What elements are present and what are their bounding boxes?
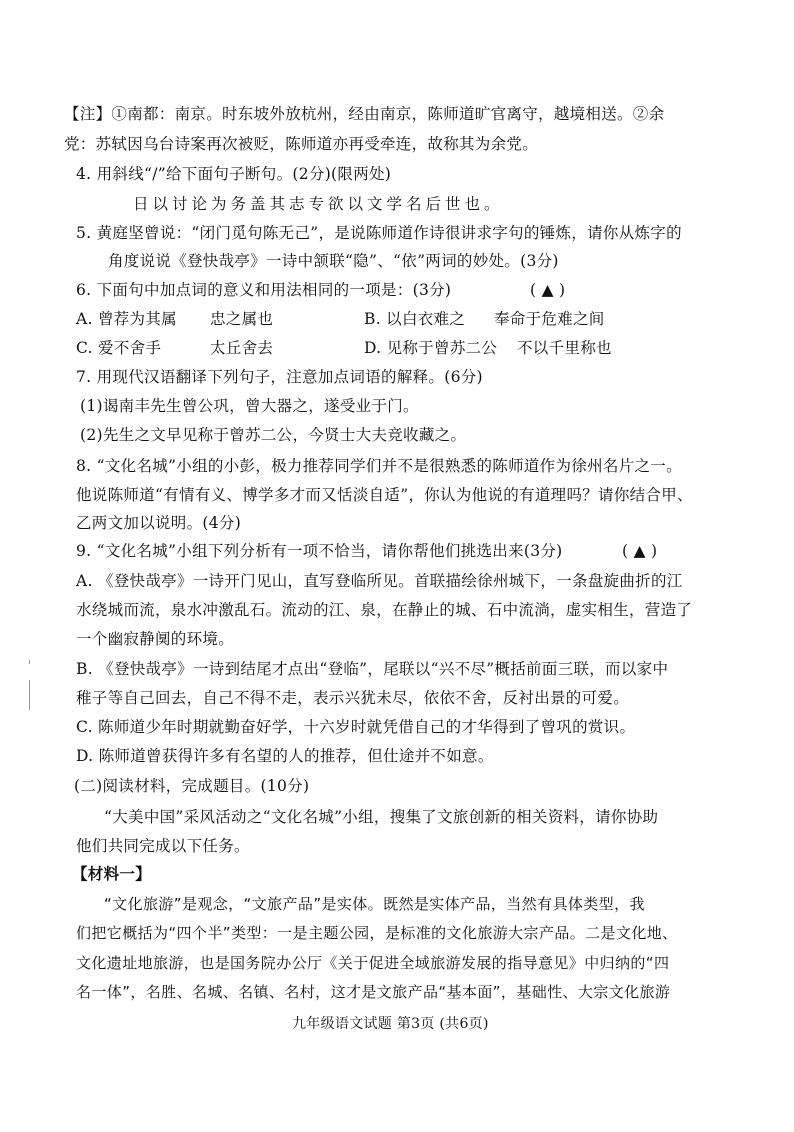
q4-stem: 4. 用斜线“/”给下面句子断句。(2分)(限两处) xyxy=(76,165,392,183)
material-1-line-3: 文化遗址地旅游，也是国务院办公厅《关于促进全域旅游发展的指导意见》中归纳的“四 xyxy=(76,954,670,972)
q6-option-a-pair: 忠之属也 xyxy=(210,310,274,328)
q7-sentence-2: (2)先生之文早见称于曾苏二公，今贤士大夫竞收藏之。 xyxy=(80,426,467,444)
material-1-line-4: 名一体”，名胜、名城、名镇、名村，这才是文旅产品“基本面”，基础性、大宗文化旅游 xyxy=(76,983,671,1001)
page-footer: 九年级语文试题 第3页 (共6页) xyxy=(292,1016,489,1032)
q9-answer-box: ( ▲ ) xyxy=(622,542,658,560)
scan-mark xyxy=(29,660,30,664)
q9-option-a-line-1: A. 《登快哉亭》一诗开门见山，直写登临所见。首联描绘徐州城下，一条盘旋曲折的江 xyxy=(76,572,683,590)
material-1-line-1: “文化旅游”是观念，“文旅产品”是实体。既然是实体产品，当然有具体类型，我 xyxy=(104,895,645,913)
section-2-intro-line-1: “大美中国”采风活动之“文化名城”小组，搜集了文旅创新的相关资料，请你协助 xyxy=(104,808,659,826)
q6-answer-box: ( ▲ ) xyxy=(530,281,566,299)
q6-option-b: B. 以白衣难之 xyxy=(364,310,466,328)
q8-line-3: 乙两文加以说明。(4分) xyxy=(76,514,242,532)
q9-option-a-line-3: 一个幽寂静阒的环境。 xyxy=(76,630,235,648)
q9-option-b-line-1: B. 《登快哉亭》一诗到结尾才点出“登临”，尾联以“兴不尽”概括前面三联，而以家中 xyxy=(76,660,669,678)
scan-mark xyxy=(29,680,30,710)
q9-option-c: C. 陈师道少年时期就勤奋好学，十六岁时就凭借自己的才华得到了曾巩的赏识。 xyxy=(76,718,636,736)
q9-option-a-line-2: 水绕城而流，泉水冲激乱石。流动的江、泉，在静止的城、石中流淌，虚实相生，营造了 xyxy=(76,601,693,619)
q9-option-b-line-2: 稚子等自己回去，自己不得不走，表示兴犹未尽，依依不舍，反衬出景的可爱。 xyxy=(76,689,630,707)
q6-stem: 6. 下面句中加点词的意义和用法相同的一项是：(3分) xyxy=(76,281,452,299)
q7-stem: 7. 用现代汉语翻译下列句子，注意加点词语的解释。(6分) xyxy=(76,368,483,386)
q4-sentence: 日以讨论为务盖其志专欲以文学名后世也。 xyxy=(133,195,504,213)
q6-option-a: A. 曾荐为其属 xyxy=(76,310,177,328)
q7-sentence-1: (1)谒南丰先生曾公巩，曾大器之，遂受业于门。 xyxy=(80,397,419,415)
section-2-intro-line-2: 他们共同完成以下任务。 xyxy=(76,837,250,855)
q6-option-d-pair: 不以千里称也 xyxy=(517,339,612,357)
note-line-2: 党：苏轼因乌台诗案再次被贬，陈师道亦再受牵连，故称其为余党。 xyxy=(64,135,539,153)
q5-line-2: 角度说说《登快哉亭》一诗中颔联“隐”、“依”两词的妙处。(3分) xyxy=(108,252,559,270)
q8-line-1: 8. “文化名城”小组的小彭，极力推荐同学们并不是很熟悉的陈师道作为徐州名片之一。 xyxy=(76,457,682,475)
material-1-heading: 【材料一】 xyxy=(72,864,152,883)
q6-option-d: D. 见称于曾苏二公 xyxy=(364,339,498,357)
section-2-title: (二)阅读材料，完成题目。(10分) xyxy=(74,777,310,795)
q6-option-c: C. 爱不舍手 xyxy=(76,339,162,357)
q6-option-b-pair: 奉命于危难之间 xyxy=(494,310,605,328)
q6-option-c-pair: 太丘舍去 xyxy=(210,339,274,357)
q9-stem: 9. “文化名城”小组下列分析有一项不恰当，请你帮他们挑选出来(3分) xyxy=(76,542,563,560)
q5-line-1: 5. 黄庭坚曾说：“闭门觅句陈无己”，是说陈师道作诗很讲求字句的锤炼，请你从炼字的 xyxy=(76,224,682,242)
material-1-line-2: 们把它概括为“四个半”类型：一是主题公园，是标准的文化旅游大宗产品。二是文化地、 xyxy=(76,924,678,942)
q8-line-2: 他说陈师道“有情有义、博学多才而又恬淡自适”，你认为他说的有道理吗？请你结合甲、 xyxy=(76,486,693,504)
note-line-1: 【注】①南都：南京。时东坡外放杭州，经由南京，陈师道旷官离守，越境相送。②余 xyxy=(64,105,665,123)
q9-option-d: D. 陈师道曾获得许多有名望的人的推荐，但仕途并不如意。 xyxy=(76,747,494,765)
